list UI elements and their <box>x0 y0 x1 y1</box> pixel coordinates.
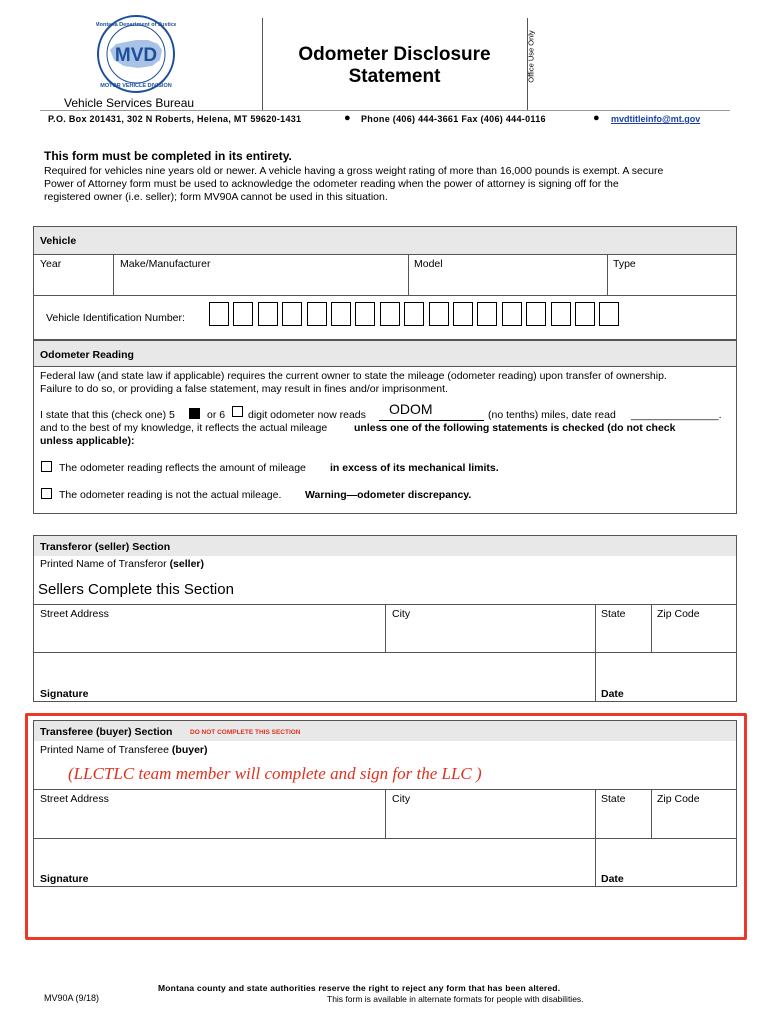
vin-char-box[interactable] <box>355 302 375 326</box>
office-use-label: Office Use Only <box>526 30 536 83</box>
transferee-section-title: Transferee (buyer) Section <box>40 726 173 738</box>
footer-notice-1: Montana county and state authorities reserve the right to reject any form that has been altered. <box>158 983 561 993</box>
intro-line-2: Power of Attorney form must be used to acknowledge the odometer reading when the power of attorney is signing off for the <box>44 178 619 190</box>
intro-heading: This form must be completed in its entirety. <box>44 149 292 163</box>
type-label: Type <box>613 258 636 270</box>
transferor-col-3 <box>651 604 652 652</box>
vin-boxes[interactable] <box>209 302 629 328</box>
vehicle-col-3 <box>607 254 608 295</box>
odometer-section-title: Odometer Reading <box>40 349 134 361</box>
odometer-header <box>34 341 736 367</box>
bullet-1: ● <box>344 112 351 124</box>
vin-char-box[interactable] <box>404 302 424 326</box>
do-not-complete-note: DO NOT COMPLETE THIS SECTION <box>190 729 301 736</box>
intro-line-1: Required for vehicles nine years old or newer. A vehicle having a gross weight rating of more than 16,000 pounds is exempt. A secure <box>44 165 664 177</box>
logo-bottom-text: MOTOR VEHICLE DIVISION <box>100 83 172 89</box>
transferee-printed-text: Printed Name of Transferee <box>40 744 169 756</box>
six-digit-checkbox[interactable] <box>232 406 243 417</box>
transferee-state-label: State <box>601 793 626 805</box>
vehicle-rule-2 <box>34 295 736 296</box>
vin-char-box[interactable] <box>526 302 546 326</box>
vehicle-col-2 <box>408 254 409 295</box>
odometer-cont-a: and to the best of my knowledge, it reflects the actual mileage <box>40 422 328 434</box>
transferee-col-1 <box>385 789 386 838</box>
transferor-state-label: State <box>601 608 626 620</box>
form-title-line2: Statement <box>348 66 441 87</box>
vin-char-box[interactable] <box>551 302 571 326</box>
mechanical-limits-checkbox[interactable] <box>41 461 52 472</box>
discrepancy-checkbox[interactable] <box>41 488 52 499</box>
footer-notice-2: This form is available in alternate formats for people with disabilities. <box>327 994 584 1004</box>
transferee-printed-label <box>40 744 208 756</box>
transferee-col-2 <box>595 789 596 887</box>
transferor-section-title: Transferor (seller) Section <box>40 541 171 553</box>
transferor-rule-2 <box>34 652 736 653</box>
option-2-text: The odometer reading is not the actual mileage. <box>59 489 282 501</box>
vin-char-box[interactable] <box>307 302 327 326</box>
odometer-statement-c: digit odometer now reads <box>248 409 366 421</box>
transferor-zip-label: Zip Code <box>657 608 700 620</box>
odometer-rule <box>34 366 736 367</box>
odometer-reading-value[interactable]: ODOM <box>389 401 433 417</box>
transferee-rule-2 <box>34 838 736 839</box>
vin-char-box[interactable] <box>282 302 302 326</box>
odometer-law-line-1: Federal law (and state law if applicable) requires the current owner to state the mileage (odometer reading) upon transfer of ownership. <box>40 370 667 382</box>
odometer-law-line-2: Failure to do so, or providing a false statement, may result in fines and/or imprisonment. <box>40 383 448 395</box>
transferee-city-label: City <box>392 793 411 805</box>
logo-center-text: MVD <box>114 45 158 66</box>
transferee-printed-value[interactable]: (LLCTLC team member will complete and sign for the LLC ) <box>68 764 482 783</box>
odometer-cont-b: unless one of the following statements is checked (do not check <box>354 422 676 434</box>
vehicle-col-1 <box>113 254 114 295</box>
make-label: Make/Manufacturer <box>120 258 211 270</box>
date-read-blank[interactable]: _______________. <box>631 409 722 421</box>
option-1-bold: in excess of its mechanical limits. <box>330 462 499 474</box>
bureau-email-link[interactable]: mvdtitleinfo@mt.gov <box>611 114 701 124</box>
footer-form-id: MV90A (9/18) <box>44 993 100 1003</box>
odometer-cont-c: unless applicable): <box>40 435 135 447</box>
transferor-printed-value[interactable]: Sellers Complete this Section <box>38 581 234 598</box>
intro-line-3: registered owner (i.e. seller); form MV90A cannot be used in this situation. <box>44 191 388 203</box>
transferor-signature-label: Signature <box>40 688 89 700</box>
header-rule <box>40 110 730 111</box>
bullet-2: ● <box>593 112 600 124</box>
odometer-statement-b: or 6 <box>207 409 226 421</box>
odometer-statement-d: (no tenths) miles, date read <box>488 409 616 421</box>
transferor-city-label: City <box>392 608 411 620</box>
transferee-col-3 <box>651 789 652 838</box>
transferee-street-label: Street Address <box>40 793 109 805</box>
year-label: Year <box>40 258 62 270</box>
bureau-address: P.O. Box 201431, 302 N Roberts, Helena, MT 59620-1431 <box>48 114 302 124</box>
model-label: Model <box>414 258 443 270</box>
form-title-line1: Odometer Disclosure <box>298 44 491 65</box>
transferee-signature-label: Signature <box>40 873 89 885</box>
transferor-col-1 <box>385 604 386 652</box>
transferor-street-label: Street Address <box>40 608 109 620</box>
mvd-logo <box>96 14 176 94</box>
vin-char-box[interactable] <box>233 302 253 326</box>
option-2-bold: Warning—odometer discrepancy. <box>305 489 472 501</box>
bureau-name: Vehicle Services Bureau <box>64 96 195 110</box>
vin-char-box[interactable] <box>331 302 351 326</box>
vehicle-section-title: Vehicle <box>40 235 77 247</box>
five-digit-checkbox[interactable] <box>189 408 200 419</box>
transferor-printed-label <box>40 558 204 570</box>
vehicle-header <box>34 227 736 254</box>
vin-char-box[interactable] <box>209 302 229 326</box>
odometer-reading-line <box>379 420 484 421</box>
vin-char-box[interactable] <box>380 302 400 326</box>
vin-char-box[interactable] <box>258 302 278 326</box>
transferee-printed-role: (buyer) <box>171 744 208 756</box>
odometer-statement-a: I state that this (check one) 5 <box>40 409 175 421</box>
vin-char-box[interactable] <box>502 302 522 326</box>
bureau-phone: Phone (406) 444-3661 Fax (406) 444-0116 <box>361 114 546 124</box>
vin-char-box[interactable] <box>575 302 595 326</box>
vin-char-box[interactable] <box>453 302 473 326</box>
transferee-zip-label: Zip Code <box>657 793 700 805</box>
vin-char-box[interactable] <box>599 302 619 326</box>
vehicle-rule-1 <box>34 254 736 255</box>
vin-label: Vehicle Identification Number: <box>46 312 185 324</box>
transferor-printed-text: Printed Name of Transferor <box>40 558 167 570</box>
transferor-date-label: Date <box>601 688 624 700</box>
transferor-col-2 <box>595 604 596 702</box>
logo-arc-text: Montana Department of Justice <box>96 22 176 28</box>
transferor-printed-role: (seller) <box>169 558 204 570</box>
option-1-text: The odometer reading reflects the amount of mileage <box>59 462 306 474</box>
vin-char-box[interactable] <box>429 302 449 326</box>
transferee-date-label: Date <box>601 873 624 885</box>
vin-char-box[interactable] <box>477 302 497 326</box>
